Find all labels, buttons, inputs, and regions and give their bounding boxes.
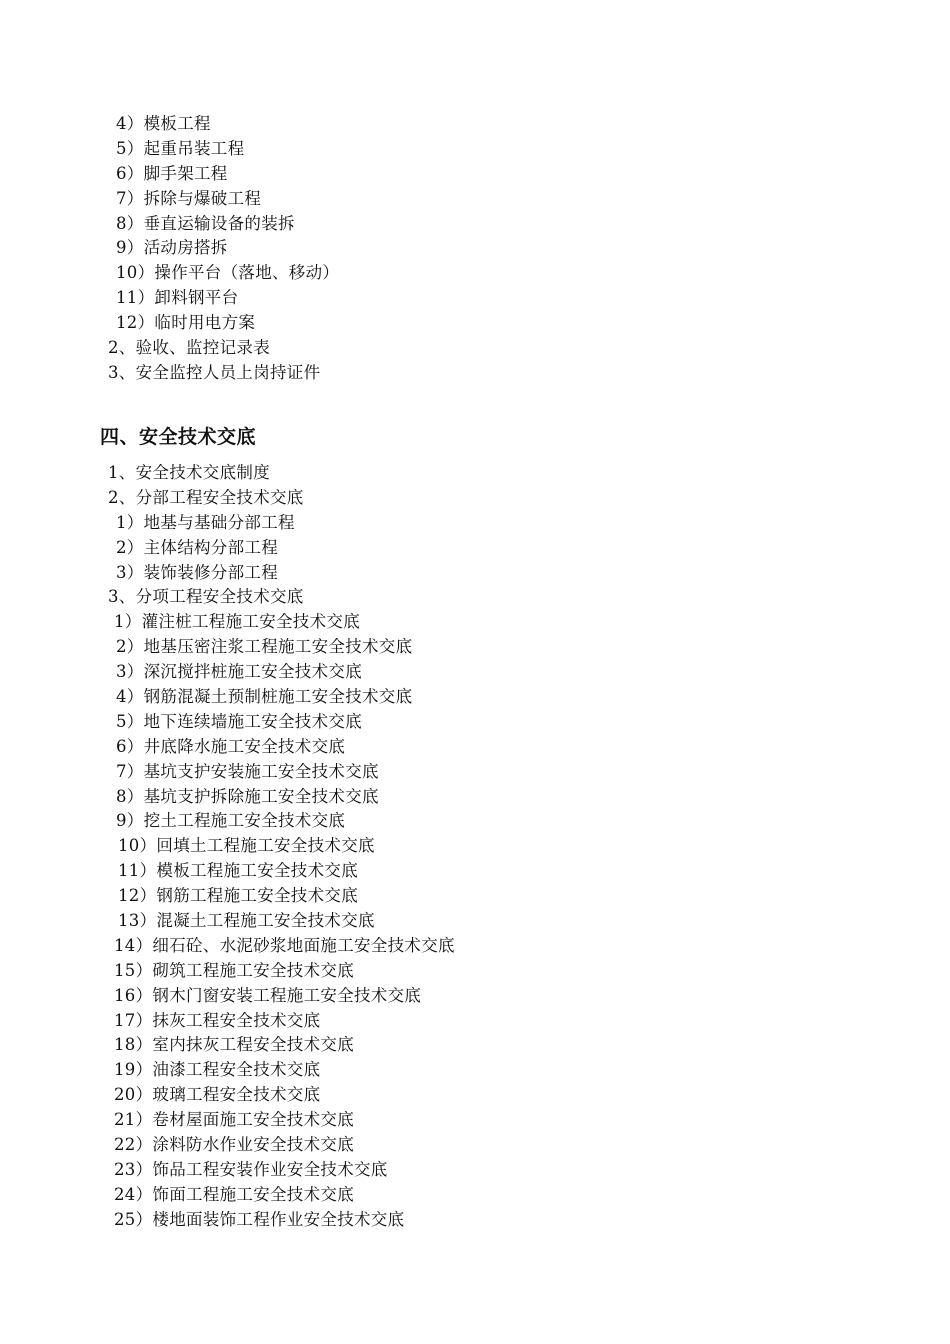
- list-item: 19）油漆工程安全技术交底: [114, 1060, 321, 1080]
- list-item: 6）井底降水施工安全技术交底: [116, 736, 346, 756]
- list-item: 1）地基与基础分部工程: [116, 512, 295, 532]
- list-item: 20）玻璃工程安全技术交底: [114, 1085, 321, 1105]
- list-item: 4）钢筋混凝土预制桩施工安全技术交底: [116, 687, 413, 707]
- list-item: 8）基坑支护拆除施工安全技术交底: [116, 786, 379, 806]
- list-item: 24）饰面工程施工安全技术交底: [114, 1184, 354, 1204]
- list-item: 11）模板工程施工安全技术交底: [118, 861, 358, 881]
- list-item: 1）灌注桩工程施工安全技术交底: [114, 612, 360, 632]
- list-item: 16）钢木门窗安装工程施工安全技术交底: [114, 985, 422, 1005]
- list-item: 25）楼地面装饰工程作业安全技术交底: [114, 1209, 405, 1229]
- list-item: 10）操作平台（落地、移动）: [116, 263, 340, 283]
- list-item: 12）临时用电方案: [116, 313, 256, 333]
- list-item: 4）模板工程: [116, 114, 211, 133]
- list-item: 17）抹灰工程安全技术交底: [114, 1010, 321, 1030]
- list-item: 12）钢筋工程施工安全技术交底: [118, 886, 358, 906]
- list-item: 11）卸料钢平台: [116, 288, 239, 308]
- list-item: 2）主体结构分部工程: [116, 537, 278, 557]
- list-item: 8）垂直运输设备的装拆: [116, 213, 295, 233]
- list-item: 3）装饰装修分部工程: [116, 562, 278, 582]
- list-item: 23）饰品工程安装作业安全技术交底: [114, 1159, 388, 1179]
- list-item: 9）挖土工程施工安全技术交底: [116, 811, 346, 831]
- list-item: 5）地下连续墙施工安全技术交底: [116, 711, 362, 731]
- list-item: 7）拆除与爆破工程: [116, 188, 262, 208]
- list-item: 6）脚手架工程: [116, 163, 228, 183]
- section-heading: 四、安全技术交底: [100, 426, 257, 448]
- list-item: 2、验收、监控记录表: [108, 338, 270, 358]
- list-item: 3、安全监控人员上岗持证件: [108, 362, 321, 382]
- list-item: 10）回填土工程施工安全技术交底: [118, 836, 375, 856]
- list-item: 13）混凝土工程施工安全技术交底: [118, 911, 375, 931]
- list-item: 14）细石砼、水泥砂浆地面施工安全技术交底: [114, 935, 455, 955]
- list-item: 2、分部工程安全技术交底: [108, 487, 304, 507]
- section-4-list: [0, 461, 950, 1233]
- list-item: 15）砌筑工程施工安全技术交底: [114, 960, 354, 980]
- list-item: 18）室内抹灰工程安全技术交底: [114, 1035, 354, 1055]
- list-item: 7）基坑支护安装施工安全技术交底: [116, 761, 379, 781]
- list-item: 1、安全技术交底制度: [108, 463, 270, 482]
- list-item: 5）起重吊装工程: [116, 138, 245, 158]
- list-item: 22）涂料防水作业安全技术交底: [114, 1135, 354, 1155]
- section-3-list: [0, 112, 950, 386]
- list-item: 2）地基压密注浆工程施工安全技术交底: [116, 637, 413, 657]
- list-item: 3、分项工程安全技术交底: [108, 587, 304, 607]
- list-item: 3）深沉搅拌桩施工安全技术交底: [116, 662, 362, 682]
- list-item: 21）卷材屋面施工安全技术交底: [114, 1110, 354, 1130]
- list-item: 9）活动房搭拆: [116, 238, 228, 258]
